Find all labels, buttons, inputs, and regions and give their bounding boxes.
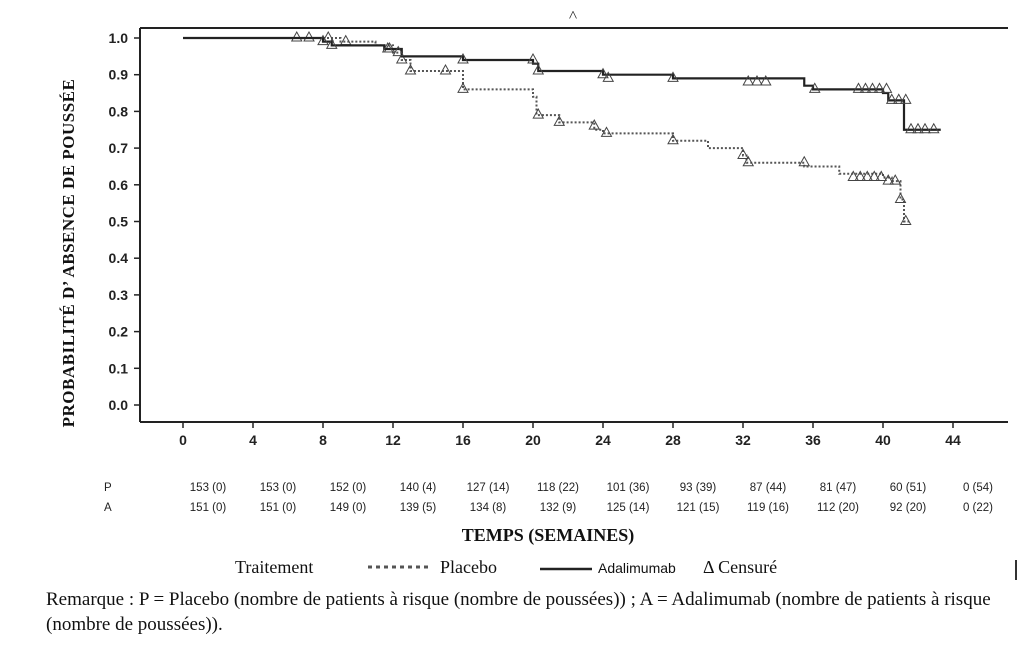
placebo-censor-marker [406,65,416,74]
legend-adalimumab-label: Adalimumab [598,560,676,576]
y-axis-label: PROBABILITÉ D’ ABSENCE DE POUSSÉE [59,78,78,428]
placebo-censor-marker [441,65,451,74]
adalimumab-curve [183,38,941,130]
x-tick-label: 4 [249,432,257,448]
top-mark: ˄ [568,7,578,24]
stray-vertical-mark [1015,560,1017,580]
risk-cell: 149 (0) [329,502,367,514]
x-tick-label: 8 [319,432,327,448]
adalimumab-censor-marker [861,83,871,92]
placebo-censor-marker [876,171,886,180]
placebo-censor-marker [533,109,543,118]
placebo-censor-marker [341,36,351,45]
risk-cell: 151 (0) [189,502,227,514]
y-tick-label: 0.2 [108,323,128,340]
x-tick-label: 12 [385,432,401,448]
x-tick-label: 32 [735,432,751,448]
adalimumab-censor-marker [929,124,939,133]
risk-cell: 93 (39) [679,482,717,494]
x-axis-label: TEMPS (SEMAINES) [461,525,635,545]
placebo-curve [183,38,909,222]
x-tick-label: 24 [595,432,611,448]
placebo-censor-marker [869,171,879,180]
risk-cell: 132 (9) [539,502,577,514]
plot-frame [140,7,1008,422]
risk-cell: 139 (5) [399,502,437,514]
adalimumab-censor-marker [868,83,878,92]
legend [235,557,777,577]
footnote: Remarque : P = Placebo (nombre de patients à risque (nombre de poussées)) ; A = Adalimumab (nombre de patients à risque (nombre de poussées)). [46,589,991,635]
y-axis [109,30,140,413]
risk-cell: 101 (36) [606,482,650,494]
legend-censored-label: Δ Censuré [703,557,778,577]
risk-row-label-p: P [104,482,112,494]
legend-placebo-label: Placebo [440,557,497,577]
x-tick-label: 28 [665,432,681,448]
placebo-censor-marker [901,216,911,225]
risk-cell: 151 (0) [259,502,297,514]
y-tick-label: 1.0 [108,30,128,46]
y-tick-label: 0.3 [108,286,128,303]
risk-cell: 153 (0) [189,482,227,494]
y-tick-label: 0.0 [108,397,128,413]
risk-row-label-a: A [104,502,112,514]
adalimumab-censor-marker [854,83,864,92]
placebo-censor-marker [799,157,809,166]
risk-cell: 127 (14) [466,482,510,494]
adalimumab-censor-marker [894,94,904,103]
x-tick-label: 36 [805,432,821,448]
x-tick-label: 20 [525,432,541,448]
risk-table [104,482,993,514]
legend-title: Traitement [235,557,314,577]
x-tick-label: 16 [455,432,471,448]
risk-cell: 121 (15) [676,502,720,514]
risk-cell: 87 (44) [749,482,787,494]
y-tick-label: 0.7 [108,140,128,157]
y-tick-label: 0.8 [108,103,128,120]
series-layer [183,32,941,225]
risk-cell: 118 (22) [537,482,579,494]
risk-cell: 0 (54) [962,482,994,494]
risk-cell: 81 (47) [819,482,857,494]
x-axis [179,422,961,448]
risk-cell: 112 (20) [817,502,859,514]
adalimumab-censor-marker [901,94,911,103]
adalimumab-censor-marker [913,124,923,133]
y-tick-label: 0.5 [108,213,128,230]
x-tick-label: 40 [875,432,891,448]
risk-cell: 0 (22) [962,502,994,514]
adalimumab-censor-marker [906,124,916,133]
x-tick-label: 44 [945,432,961,448]
placebo-censor-marker [304,32,314,41]
y-tick-label: 0.9 [108,66,128,83]
y-tick-label: 0.6 [108,176,128,193]
x-tick-label: 0 [179,432,187,448]
risk-cell: 92 (20) [889,502,927,514]
y-tick-label: 0.4 [108,250,128,267]
risk-cell: 134 (8) [469,502,507,514]
risk-cell: 140 (4) [399,482,437,494]
y-tick-label: 0.1 [108,360,128,377]
adalimumab-censor-marker [920,124,930,133]
risk-cell: 125 (14) [606,502,650,514]
risk-cell: 152 (0) [329,482,367,494]
risk-cell: 119 (16) [747,502,789,514]
risk-cell: 153 (0) [259,482,297,494]
placebo-censor-marker [292,32,302,41]
risk-cell: 60 (51) [889,482,927,494]
